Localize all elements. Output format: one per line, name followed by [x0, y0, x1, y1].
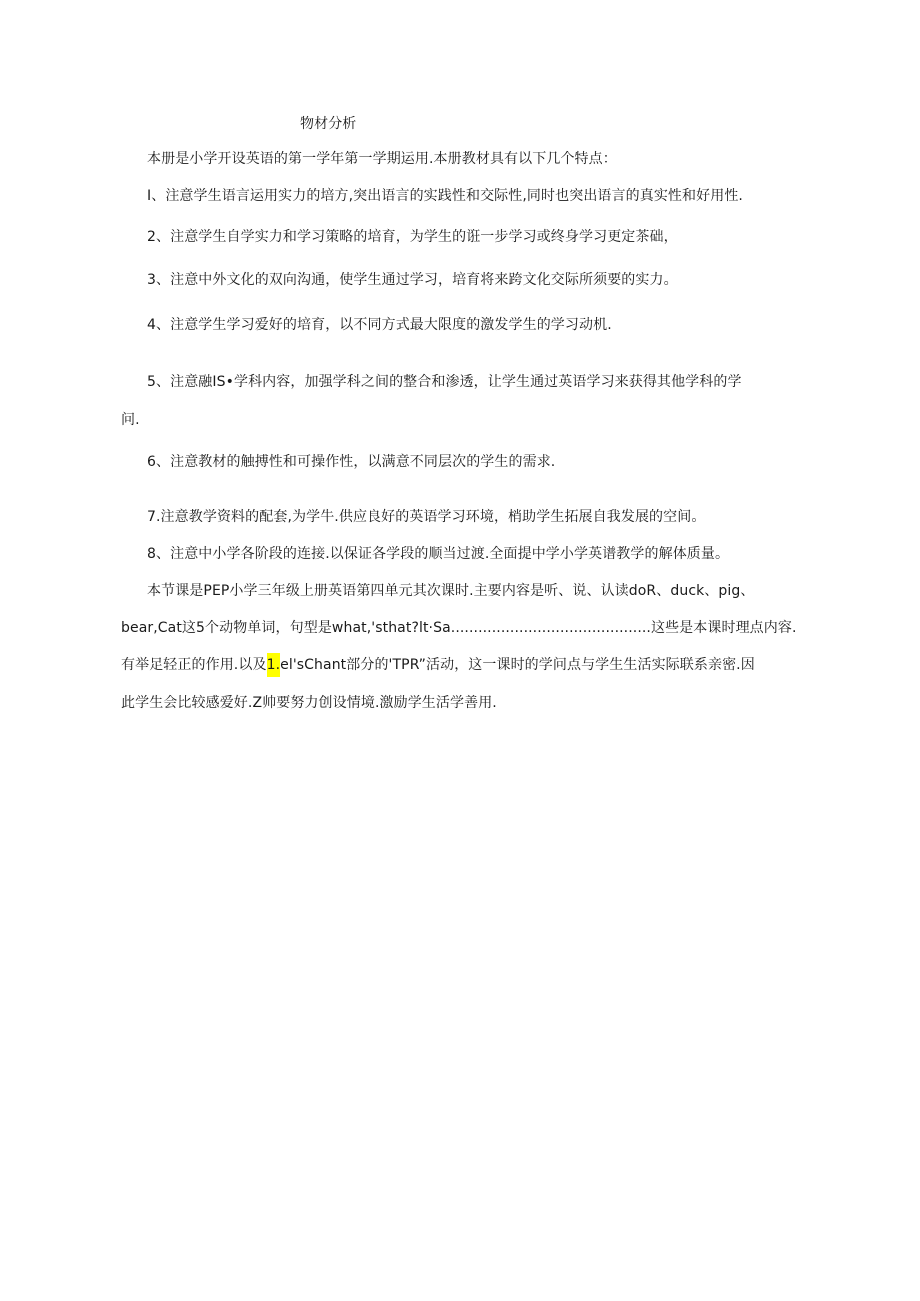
- point-6: 6、注意教材的触搏性和可操作性，以满意不同层次的学生的需求.: [147, 454, 556, 470]
- point-5-continuation: 问.: [121, 412, 140, 428]
- lesson-line-3-after: el'sChant部分的'TPR”活动，这一课时的学问点与学生生活实际联系亲密.因: [280, 657, 755, 673]
- point-5: 5、注意融IS•学科内容，加强学科之间的整合和渗透，让学生通过英语学习来获得其他学科的学: [147, 374, 742, 390]
- point-4: 4、注意学生学习爱好的培育，以不同方式最大限度的激发学生的学习动机.: [147, 317, 612, 333]
- point-1: I、注意学生语言运用实力的培方,突出语言的实践性和交际性,同时也突出语言的真实性和好用性.: [147, 188, 743, 204]
- lesson-line-1: 本节课是PEP小学三年级上册英语第四单元其次课时.主要内容是听、说、认读doR、duck、pig、: [147, 583, 755, 599]
- point-3: 3、注意中外文化的双向沟通，使学生通过学习，培育将来跨文化交际所须要的实力。: [147, 272, 678, 288]
- lesson-line-4: 此学生会比较感爱好.Z帅要努力创设情境.激励学生活学善用.: [121, 695, 497, 711]
- point-2: 2、注意学生自学实力和学习策略的培育，为学生的诳一步学习或终身学习更定茶础，: [147, 229, 678, 245]
- lesson-line-3-before: 有举足轻正的作用.以及: [121, 657, 267, 673]
- point-8: 8、注意中小学各阶段的连接.以保证各学段的顺当过渡.全面提中学小学英谱教学的解体质量。: [147, 546, 730, 562]
- lesson-line-3: [121, 655, 755, 675]
- document-title: 物材分析: [300, 116, 357, 132]
- highlighted-text: 1.: [267, 653, 281, 677]
- intro-paragraph: 本册是小学开设英语的第一学年第一学期运用.本册教材具有以下几个特点：: [147, 151, 617, 167]
- point-7: 7.注意教学资料的配套,为学牛.供应良好的英语学习环境，梢助学生拓展自我发展的空间。: [147, 509, 706, 525]
- lesson-line-2: bear,Cat这5个动物单词，句型是what,'sthat?lt·Sa............................................这些是本课时理点内容.: [121, 620, 797, 636]
